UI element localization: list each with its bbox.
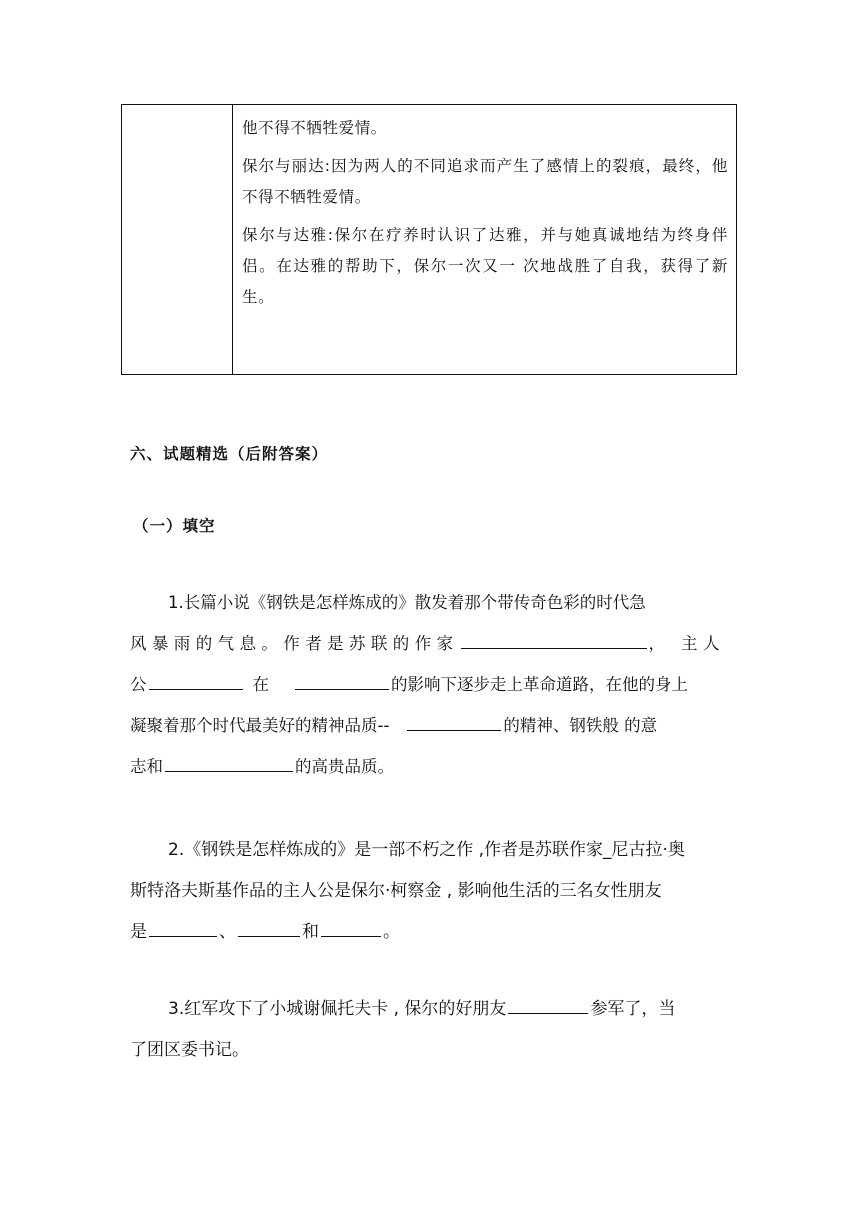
- blank-friend-2[interactable]: [238, 935, 300, 937]
- q2-line-1: 2.《钢铁是怎样炼成的》是一部不朽之作 ,作者是苏联作家_尼古拉·奥: [168, 840, 685, 860]
- q3-line-1: 3.红军攻下了小城谢佩托夫卡 , 保尔的好朋友 参军了，当: [168, 999, 676, 1019]
- blank-author[interactable]: [461, 647, 647, 649]
- table-left-cell: [122, 105, 233, 374]
- q1-line-4: 凝聚着那个时代最美好的精神品质-- 的精神、钢铁般 的意: [130, 716, 658, 735]
- table-right-cell: [233, 105, 736, 374]
- content-table: [121, 104, 737, 375]
- q3-line-2: 了团区委书记。: [130, 1040, 249, 1060]
- q1-line-3: 公 在 的影响下逐步走上革命道路，在他的身上: [130, 675, 688, 694]
- table-text-1: 他不得不牺牲爱情。: [242, 119, 387, 137]
- q2-line-3: 是 、 和 。: [130, 922, 400, 942]
- question-2: [130, 830, 728, 953]
- blank-friend-3[interactable]: [321, 935, 381, 937]
- section-title: 六、试题精选（后附答案）: [130, 445, 329, 463]
- blank-quality[interactable]: [165, 770, 293, 772]
- blank-friend-1[interactable]: [149, 935, 217, 937]
- subsection-title: （一）填空: [133, 517, 216, 535]
- table-text-2: 保尔与丽达:因为两人的不同追求而产生了感情上的裂痕，最终，他不得不牺牲爱情。: [242, 157, 728, 206]
- question-1: [130, 582, 728, 787]
- blank-friend-name[interactable]: [508, 1012, 588, 1014]
- q1-line-5: 志和 的高贵品质。: [130, 757, 394, 776]
- blank-influence[interactable]: [295, 688, 389, 690]
- blank-spirit[interactable]: [407, 729, 501, 731]
- q1-line-1: 1.长篇小说《钢铁是怎样炼成的》散发着那个带传奇色彩的时代急: [168, 593, 646, 612]
- q2-line-2: 斯特洛夫斯基作品的主人公是保尔·柯察金 , 影响他生活的三名女性朋友: [130, 881, 662, 901]
- question-3: [130, 989, 728, 1071]
- blank-protagonist[interactable]: [149, 688, 243, 690]
- q1-line-2: 风暴雨的气息。作者是苏联的作家 ， 主人: [130, 634, 725, 653]
- table-text-3: 保尔与达雅:保尔在疗养时认识了达雅，并与她真诚地结为终身伴侣。在达雅的帮助下，保尔一次又一 次地战胜了自我，获得了新生。: [242, 226, 728, 306]
